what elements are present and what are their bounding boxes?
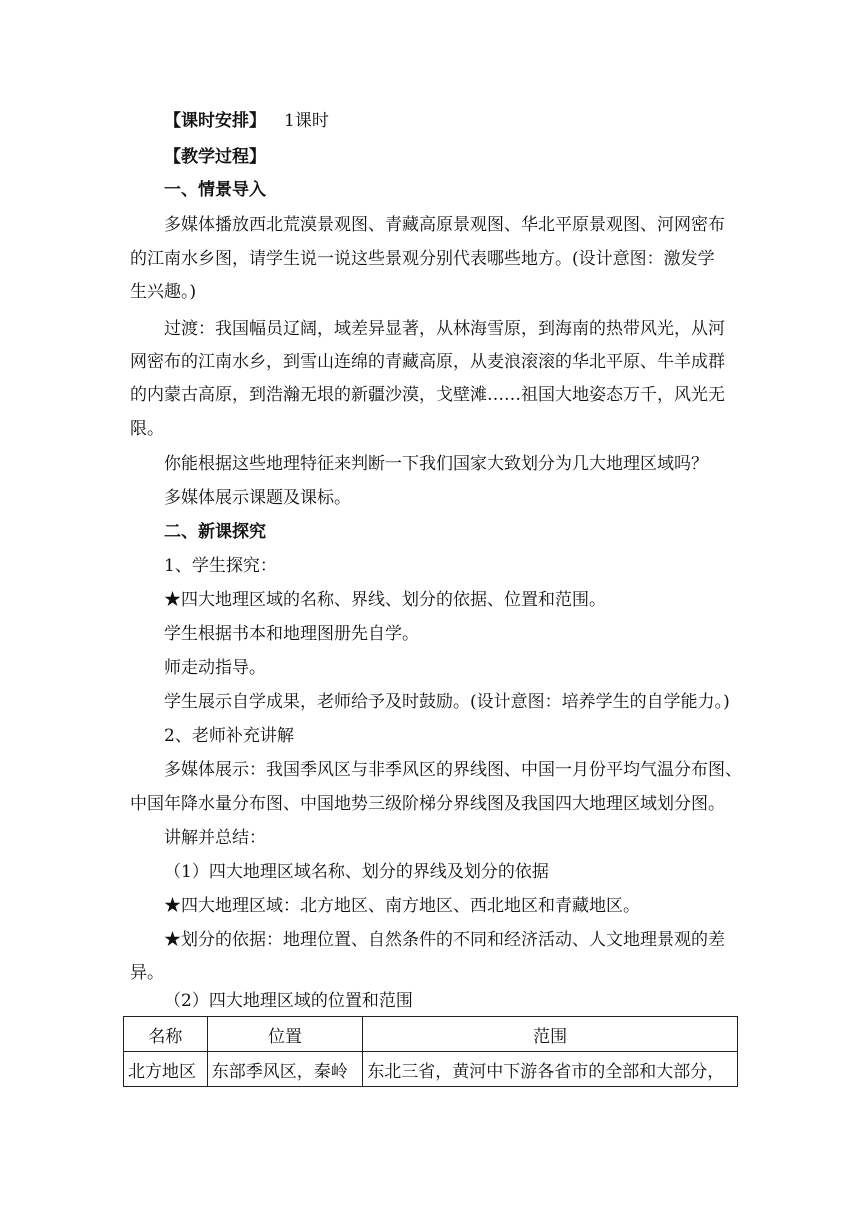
table-header-cell: 位置: [207, 1017, 363, 1052]
star-point-line: ★四大地理区域：北方地区、南方地区、西北地区和青藏地区。: [164, 896, 640, 916]
class-schedule-label: 【课时安排】: [164, 111, 266, 131]
intro-paragraph-line: 生兴趣。): [130, 282, 197, 302]
table-header-cell: 名称: [124, 1017, 208, 1052]
transition-paragraph-line: 限。: [130, 419, 164, 439]
class-schedule-line: [164, 104, 740, 138]
subsection-1-line: （1）四大地理区域名称、划分的界线及划分的依据: [164, 862, 549, 882]
step-1-line: 1、学生探究：: [164, 556, 277, 576]
intro-paragraph-line: 多媒体播放西北荒漠景观图、青藏高原景观图、华北平原景观图、河网密布: [164, 215, 725, 235]
transition-paragraph-line: 过渡：我国幅员辽阔，域差异显著，从林海雪原，到海南的热带风光，从河: [164, 319, 725, 339]
table-row: [124, 1052, 738, 1087]
media-display-line: 中国年降水量分布图、中国地势三级阶梯分界线图及我国四大地理区域划分图。: [130, 794, 725, 814]
section-2-heading: 二、新课探究: [164, 522, 266, 542]
subsection-2-line: （2）四大地理区域的位置和范围: [164, 991, 413, 1011]
self-study-line: 学生根据书本和地理图册先自学。: [164, 624, 419, 644]
teacher-guide-line: 师走动指导。: [164, 658, 266, 678]
summary-line: 讲解并总结：: [164, 828, 266, 848]
region-table: [123, 1016, 738, 1087]
star-point-line: ★划分的依据：地理位置、自然条件的不同和经济活动、人文地理景观的差: [164, 930, 725, 950]
section-1-heading: 一、情景导入: [164, 180, 266, 200]
step-2-line: 2、老师补充讲解: [164, 726, 294, 746]
transition-paragraph-line: 的内蒙古高原，到浩瀚无垠的新疆沙漠，戈壁滩……祖国大地姿态万千，风光无: [130, 385, 725, 405]
table-cell: 北方地区: [124, 1052, 208, 1087]
class-schedule-value: 1课时: [284, 111, 329, 131]
show-topic-line: 多媒体展示课题及课标。: [164, 488, 351, 508]
table-cell: 东部季风区，秦岭: [207, 1052, 363, 1087]
transition-paragraph-line: 网密布的江南水乡，到雪山连绵的青藏高原，从麦浪滚滚的华北平原、牛羊成群: [130, 352, 725, 372]
table-header-row: [124, 1017, 738, 1052]
show-results-line: 学生展示自学成果，老师给予及时鼓励。(设计意图：培养学生的自学能力。): [164, 692, 730, 712]
star-point-line: ★四大地理区域的名称、界线、划分的依据、位置和范围。: [164, 590, 606, 610]
teaching-process-heading: 【教学过程】: [164, 147, 266, 167]
table-header-cell: 范围: [363, 1017, 738, 1052]
table-cell: 东北三省，黄河中下游各省市的全部和大部分，: [363, 1052, 738, 1087]
star-point-line: 异。: [130, 963, 164, 983]
media-display-line: 多媒体展示：我国季风区与非季风区的界线图、中国一月份平均气温分布图、: [164, 760, 742, 780]
intro-paragraph-line: 的江南水乡图，请学生说一说这些景观分别代表哪些地方。(设计意图：激发学: [130, 249, 715, 269]
question-line: 你能根据这些地理特征来判断一下我们国家大致划分为几大地理区域吗？: [164, 454, 708, 474]
